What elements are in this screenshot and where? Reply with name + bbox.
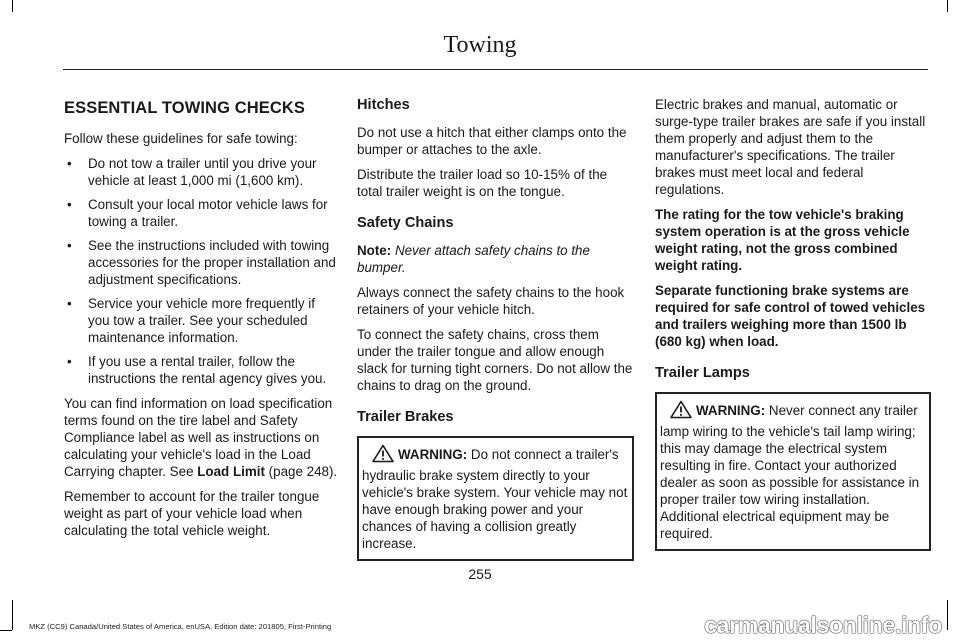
guideline-item: • Service your vehicle more frequently if you tow a trailer. See your scheduled maintenance information. xyxy=(64,295,338,346)
warning-label: WARNING: xyxy=(696,403,766,418)
trailer-brakes-warning xyxy=(362,444,629,552)
guideline-item: • Do not tow a trailer until you drive your vehicle at least 1,000 mi (1,600 km). xyxy=(64,155,338,189)
edition-footer: MKZ (CC9) Canada/United States of America, enUSA, Edition date: 201805, First-Printing xyxy=(29,622,332,631)
warning-text: Do not connect a trailer's hydraulic brake system directly to your vehicle's brake system. Your vehicle may not have enough braking power and your chances of having a collision greatly increase. xyxy=(362,447,628,551)
safety-chains-paragraph-2: To connect the safety chains, cross them under the trailer tongue and allow enough slack for turning tight corners. Do not allow the chains to drag on the ground. xyxy=(357,327,633,393)
trailer-brakes-heading: Trailer Brakes xyxy=(357,409,454,425)
load-info-paragraph xyxy=(64,395,338,480)
hitches-paragraph-1: Do not use a hitch that either clamps onto the bumper or attaches to the axle. xyxy=(357,125,627,157)
safety-chains-heading: Safety Chains xyxy=(357,215,454,231)
crop-mark-bottom-left-h xyxy=(0,630,12,631)
essential-intro: Follow these guidelines for safe towing: xyxy=(64,131,298,146)
guideline-item: • See the instructions included with towing accessories for the proper installation and adjustment specifications. xyxy=(64,237,338,288)
warning-label: WARNING: xyxy=(398,447,468,462)
load-info-page-ref: (page 248). xyxy=(264,464,338,479)
guideline-item: • Consult your local motor vehicle laws for towing a trailer. xyxy=(64,196,338,230)
trailer-lamps-warning xyxy=(660,400,926,542)
trailer-brakes-paragraph-1: Electric brakes and manual, automatic or surge-type trailer brakes are safe if you install them properly and adjust them to the manufacturer's specifications. The trailer brakes must meet local and federal regulations. xyxy=(655,97,926,197)
essential-checks-heading: ESSENTIAL TOWING CHECKS xyxy=(64,99,305,117)
hitches-heading: Hitches xyxy=(357,97,410,113)
crop-mark-bottom-right-v xyxy=(947,600,948,630)
trailer-lamps-warning-box xyxy=(655,392,931,551)
trailer-lamps-heading: Trailer Lamps xyxy=(655,365,750,381)
column-hitches-chains xyxy=(357,96,634,561)
safety-chains-note xyxy=(357,242,634,276)
crop-mark-bottom-left-v xyxy=(12,600,13,630)
warning-triangle-icon xyxy=(372,444,394,467)
header-divider xyxy=(63,69,928,70)
page-number: 255 xyxy=(468,566,492,582)
tongue-weight-paragraph: Remember to account for the trailer tongue weight as part of your vehicle load when calculating the total vehicle weight. xyxy=(64,489,320,538)
note-text: Never attach safety chains to the bumper. xyxy=(357,243,590,275)
watermark: carmanualsonline.info xyxy=(704,612,942,638)
warning-triangle-icon xyxy=(670,400,692,423)
load-info-text: You can find information on load specification terms found on the tire label and Safety Compliance label as well as instructions on calculating your vehicle's load in the Load Carrying chapter. See xyxy=(64,396,333,479)
hitches-paragraph-2: Distribute the trailer load so 10-15% of the total trailer weight is on the tongue. xyxy=(357,167,608,199)
column-brakes-lamps xyxy=(655,96,931,551)
column-essential-checks xyxy=(64,96,338,547)
safety-chains-paragraph-1: Always connect the safety chains to the hook retainers of your vehicle hitch. xyxy=(357,285,625,317)
page-header-title: Towing xyxy=(443,32,517,58)
braking-rating-note: The rating for the tow vehicle's braking system operation is at the gross vehicle weight rating, not the gross combined weight rating. xyxy=(655,207,910,273)
guideline-item: • If you use a rental trailer, follow the instructions the rental agency gives you. xyxy=(64,353,338,387)
separate-brake-systems-note: Separate functioning brake systems are required for safe control of towed vehicles and trailers weighing more than 1500 lb (680 kg) when load. xyxy=(655,283,926,349)
crop-mark-top-left xyxy=(12,0,13,12)
load-limit-link[interactable]: Load Limit xyxy=(197,464,265,479)
note-label: Note: xyxy=(357,243,392,258)
crop-mark-top-right xyxy=(947,0,948,12)
guidelines-list xyxy=(64,155,338,387)
trailer-brakes-warning-box xyxy=(357,436,634,561)
warning-text: Never connect any trailer lamp wiring to the vehicle's tail lamp wiring; this may damage the electrical system resulting in fire. Contact your authorized dealer as soon as possible for assistance in proper trailer tow wiring installation. Additional electrical equipment may be required. xyxy=(660,403,920,541)
